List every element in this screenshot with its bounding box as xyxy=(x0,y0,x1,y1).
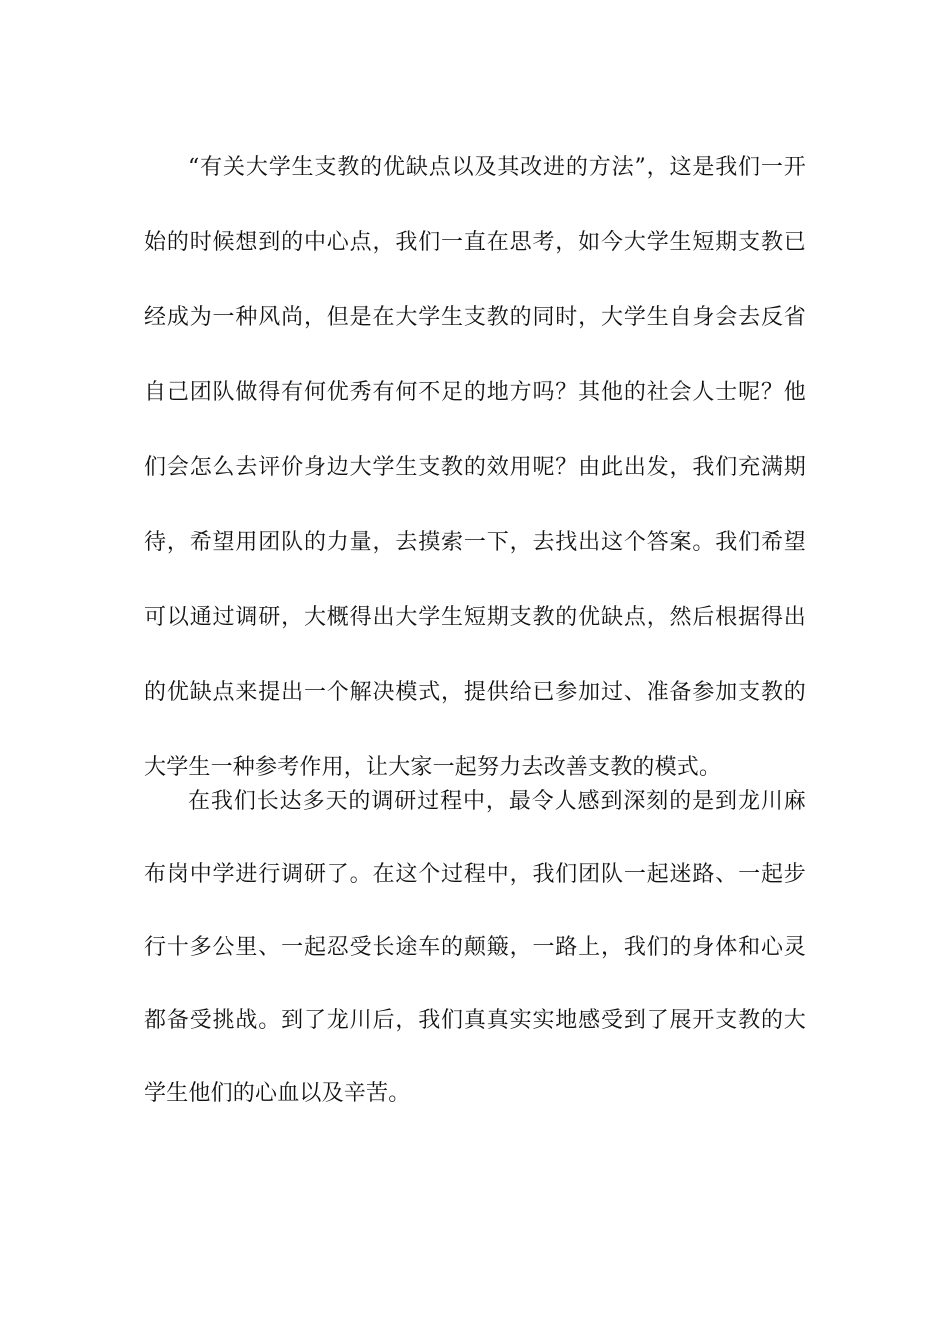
paragraph-2 xyxy=(144,765,806,1130)
paragraph-2-text: 在我们长达多天的调研过程中，最令人感到深刻的是到龙川麻布岗中学进行调研了。在这个过程中，我们团队一起迷路、一起步行十多公里、一起忍受长途车的颠簸，一路上，我们的身体和心灵都备受挑战。到了龙川后，我们真真实实地感受到了展开支教的大学生他们的心血以及辛苦。 xyxy=(144,789,806,1106)
paragraph-1 xyxy=(144,130,806,805)
paragraph-1-text: “有关大学生支教的优缺点以及其改进的方法”，这是我们一开始的时候想到的中心点，我们一直在思考，如今大学生短期支教已经成为一种风尚，但是在大学生支教的同时，大学生自身会去反省自己团队做得有何优秀有何不足的地方吗？其他的社会人士呢？他们会怎么去评价身边大学生支教的效用呢？由此出发，我们充满期待，希望用团队的力量，去摸索一下，去找出这个答案。我们希望可以通过调研，大概得出大学生短期支教的优缺点，然后根据得出的优缺点来提出一个解决模式，提供给已参加过、准备参加支教的大学生一种参考作用，让大家一起努力去改善支教的模式。 xyxy=(144,155,806,780)
